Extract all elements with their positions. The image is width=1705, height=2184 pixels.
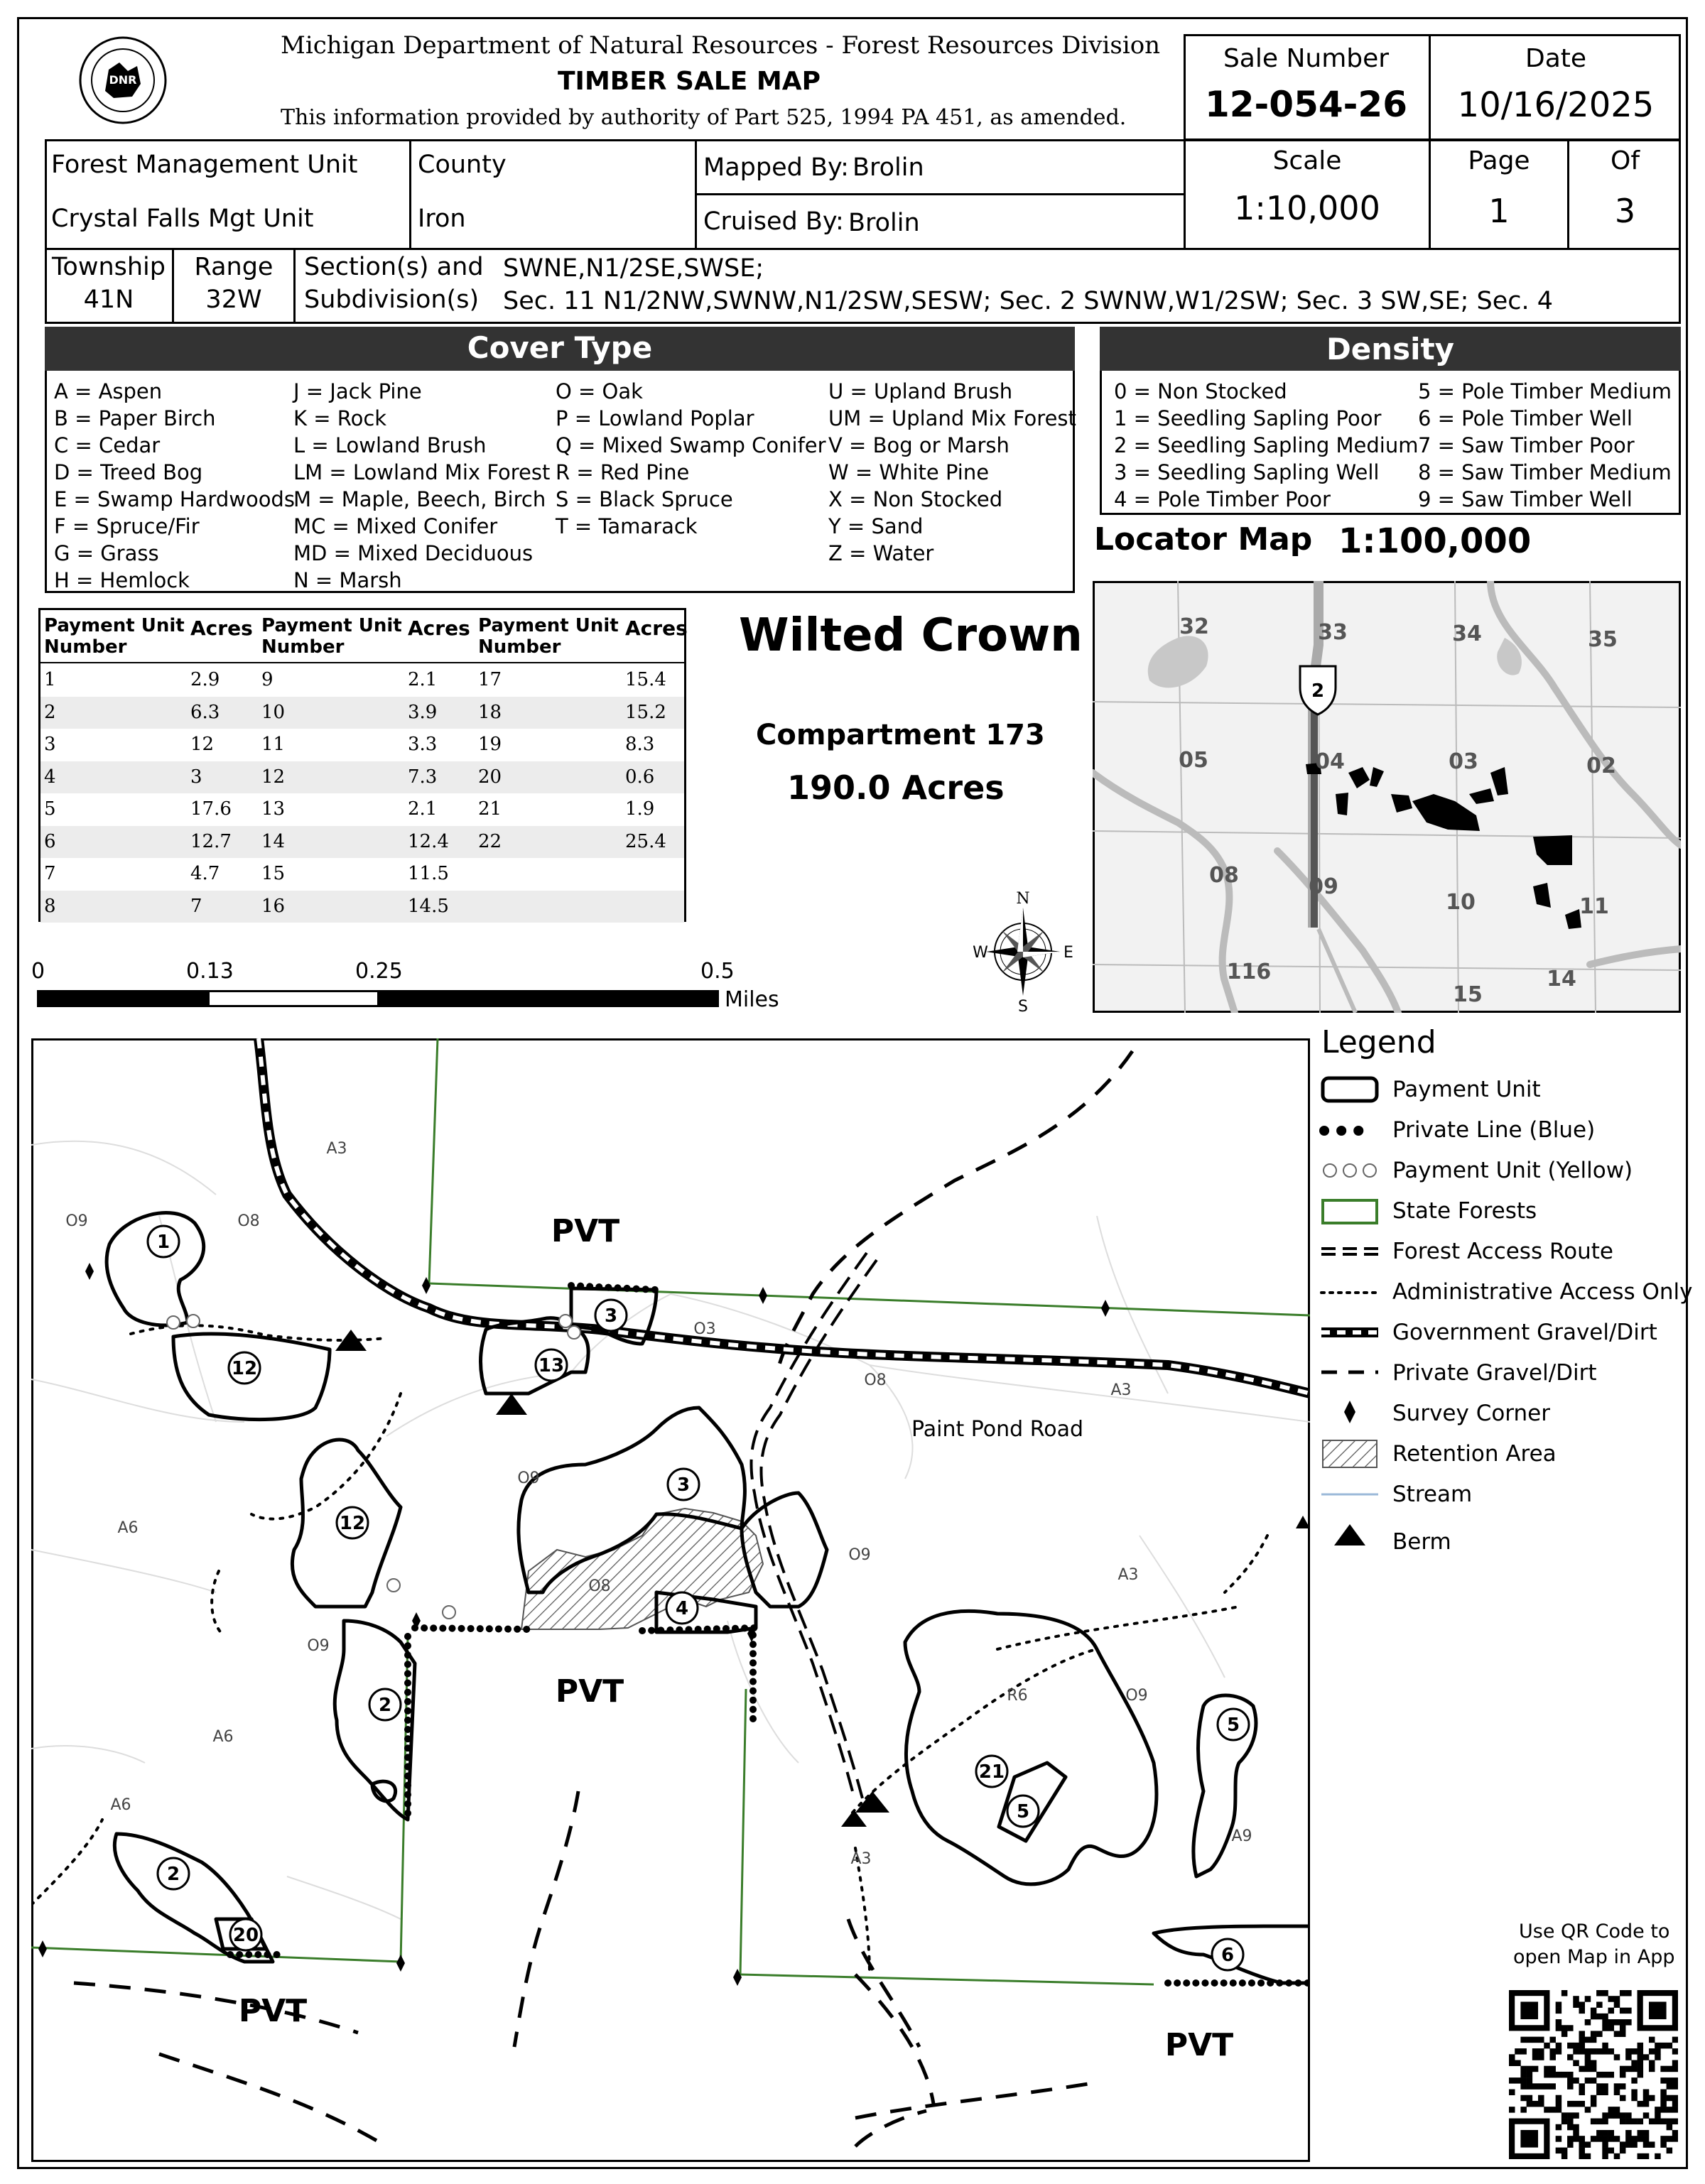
pu-number: 4 <box>44 766 56 788</box>
pu-acres: 25.4 <box>625 830 666 852</box>
svg-text:O9: O9 <box>1125 1687 1148 1705</box>
density-item: 7 = Saw Timber Poor <box>1418 433 1635 457</box>
pu-header-unit-1b: Payment Unit <box>261 615 402 636</box>
cover-type-item: N = Marsh <box>293 568 402 592</box>
svg-text:A3: A3 <box>850 1850 872 1868</box>
svg-text:DNR: DNR <box>109 73 137 87</box>
pu-header-unit-2: Number <box>44 636 127 658</box>
dnr-seal <box>70 34 176 126</box>
legend-item: Payment Unit <box>1392 1077 1541 1102</box>
pu-number: 16 <box>261 895 286 917</box>
svg-text:08: 08 <box>1209 863 1239 888</box>
svg-text:32: 32 <box>1179 614 1209 639</box>
svg-text:2: 2 <box>166 1864 180 1885</box>
legend-symbols <box>1319 1067 1382 1564</box>
svg-text:S: S <box>1018 998 1028 1014</box>
cover-type-item: Z = Water <box>828 541 934 565</box>
cover-type-item: A = Aspen <box>54 379 163 403</box>
svg-text:5: 5 <box>1016 1801 1030 1822</box>
svg-text:6: 6 <box>1220 1945 1235 1966</box>
township-value: 41N <box>83 286 134 314</box>
pu-acres: 4.7 <box>190 863 220 884</box>
svg-text:03: 03 <box>1449 749 1478 774</box>
svg-text:12: 12 <box>339 1513 366 1534</box>
legend-item: Private Line (Blue) <box>1392 1117 1596 1143</box>
svg-text:15: 15 <box>1453 982 1483 1007</box>
svg-text:R6: R6 <box>1007 1687 1028 1705</box>
scale-tick-1: 0.13 <box>186 959 234 984</box>
pu-number: 19 <box>478 734 502 755</box>
scale-tick-3: 0.5 <box>700 959 735 984</box>
timber-sale-map <box>31 1038 1310 2162</box>
locator-title: Locator Map <box>1094 521 1313 558</box>
sections-label-2: Subdivision(s) <box>304 286 480 314</box>
density-item: 4 = Pole Timber Poor <box>1114 487 1331 511</box>
pu-acres: 3.3 <box>408 734 438 755</box>
sections-line-2: Sec. 11 N1/2NW,SWNW,N1/2SW,SESW; Sec. 2 SWNW,W1/2SW; Sec. 3 SW,SE; Sec. 4 <box>503 287 1553 315</box>
pu-number: 9 <box>261 669 274 690</box>
sale-number: 12-054-26 <box>1204 84 1408 125</box>
legend-item: Stream <box>1392 1482 1473 1507</box>
pu-acres: 15.2 <box>625 701 666 723</box>
svg-text:O8: O8 <box>237 1212 260 1230</box>
sale-name: Wilted Crown <box>739 609 1083 662</box>
page-label: Page <box>1468 146 1530 175</box>
svg-text:14: 14 <box>1547 967 1576 992</box>
pu-acres: 17.6 <box>190 798 232 820</box>
cover-type-item: LM = Lowland Mix Forest <box>293 460 551 484</box>
pu-acres: 8.3 <box>625 734 655 755</box>
svg-text:11: 11 <box>1579 894 1609 919</box>
pu-header-acres: Acres <box>190 616 253 640</box>
sections-line-1: SWNE,N1/2SE,SWSE; <box>503 254 764 283</box>
compartment: Compartment 173 <box>756 719 1045 751</box>
svg-text:33: 33 <box>1318 620 1348 645</box>
fmu-value: Crystal Falls Mgt Unit <box>51 205 314 233</box>
pu-number: 15 <box>261 863 286 884</box>
pu-acres: 14.5 <box>408 895 449 917</box>
pu-number: 11 <box>261 734 286 755</box>
cover-type-item: X = Non Stocked <box>828 487 1003 511</box>
pu-header-unit-1c: Payment Unit <box>478 615 619 636</box>
svg-text:PVT: PVT <box>1164 2027 1234 2063</box>
legend-item: Administrative Access Only <box>1392 1279 1693 1305</box>
pu-header-unit-2c: Number <box>478 636 561 658</box>
cover-type-item: W = White Pine <box>828 460 990 484</box>
cover-type-item: C = Cedar <box>54 433 161 457</box>
svg-text:A6: A6 <box>117 1519 139 1537</box>
pu-number: 18 <box>478 701 502 723</box>
pu-acres: 12.4 <box>408 830 449 852</box>
scale-tick-0: 0 <box>31 959 45 984</box>
pu-header-unit-1: Payment Unit <box>44 615 185 636</box>
svg-text:13: 13 <box>538 1355 565 1376</box>
of-label: Of <box>1610 146 1640 175</box>
svg-text:3: 3 <box>676 1474 691 1496</box>
svg-text:4: 4 <box>675 1598 689 1619</box>
svg-text:21: 21 <box>978 1761 1005 1783</box>
density-item: 3 = Seedling Sapling Well <box>1114 460 1380 484</box>
scale-unit: Miles <box>725 987 779 1012</box>
pu-number: 1 <box>44 669 56 690</box>
svg-text:O8: O8 <box>588 1577 611 1595</box>
date-label: Date <box>1525 44 1587 73</box>
svg-text:Paint Pond Road: Paint Pond Road <box>911 1417 1084 1442</box>
svg-text:E: E <box>1063 944 1073 962</box>
cover-type-item: M = Maple, Beech, Birch <box>293 487 546 511</box>
range-value: 32W <box>205 286 262 314</box>
legend-item: Survey Corner <box>1392 1401 1550 1426</box>
svg-text:09: 09 <box>1309 874 1338 899</box>
pu-number: 3 <box>44 734 56 755</box>
sections-label-1: Section(s) and <box>304 253 484 281</box>
map-title: TIMBER SALE MAP <box>558 67 821 96</box>
cover-type-item: D = Treed Bog <box>54 460 203 484</box>
density-item: 1 = Seedling Sapling Poor <box>1114 406 1382 430</box>
svg-text:2: 2 <box>378 1695 392 1716</box>
density-item: 9 = Saw Timber Well <box>1418 487 1633 511</box>
cover-type-item: L = Lowland Brush <box>293 433 487 457</box>
svg-text:2: 2 <box>1311 680 1325 702</box>
pu-number: 6 <box>44 830 56 852</box>
legend-item: Berm <box>1392 1529 1451 1555</box>
scale-bar <box>37 990 719 1007</box>
pu-acres: 11.5 <box>408 863 449 884</box>
svg-text:O9: O9 <box>848 1546 871 1564</box>
svg-text:A9: A9 <box>1231 1827 1252 1845</box>
pu-acres: 1.9 <box>625 798 655 820</box>
county-value: Iron <box>418 205 466 233</box>
compass-rose <box>973 886 1073 1014</box>
cover-type-title: Cover Type <box>45 327 1075 371</box>
density-item: 0 = Non Stocked <box>1114 379 1287 403</box>
svg-text:1: 1 <box>156 1232 170 1253</box>
svg-text:O9: O9 <box>517 1469 540 1487</box>
svg-text:02: 02 <box>1586 754 1616 778</box>
svg-text:116: 116 <box>1226 960 1272 984</box>
legend-item: Forest Access Route <box>1392 1239 1613 1264</box>
range-label: Range <box>194 253 274 281</box>
pu-number: 21 <box>478 798 502 820</box>
pu-header-unit-2b: Number <box>261 636 345 658</box>
pu-acres: 2.1 <box>408 669 438 690</box>
page-value: 1 <box>1488 192 1510 230</box>
cover-type-item: V = Bog or Marsh <box>828 433 1010 457</box>
pu-acres: 3.9 <box>408 701 438 723</box>
qr-caption-2: open Map in App <box>1513 1946 1675 1968</box>
qr-code[interactable] <box>1509 1990 1678 2159</box>
cover-type-item: Q = Mixed Swamp Conifer <box>556 433 826 457</box>
locator-scale: 1:100,000 <box>1338 521 1532 561</box>
agency-title: Michigan Department of Natural Resources - Forest Resources Division <box>281 31 1161 60</box>
pu-number: 8 <box>44 895 56 917</box>
cover-type-item: F = Spruce/Fir <box>54 514 200 538</box>
scale-label: Scale <box>1272 146 1342 175</box>
svg-text:PVT: PVT <box>551 1213 620 1249</box>
density-item: 8 = Saw Timber Medium <box>1418 460 1672 484</box>
locator-map <box>1093 581 1681 1013</box>
svg-text:05: 05 <box>1179 748 1208 773</box>
pu-number: 14 <box>261 830 286 852</box>
cover-type-item: O = Oak <box>556 379 643 403</box>
svg-text:W: W <box>973 944 988 962</box>
cover-type-item: E = Swamp Hardwoods <box>54 487 295 511</box>
svg-text:O3: O3 <box>693 1320 716 1338</box>
svg-text:A3: A3 <box>1110 1381 1132 1399</box>
pu-number: 20 <box>478 766 502 788</box>
legend-item: Payment Unit (Yellow) <box>1392 1158 1633 1183</box>
svg-text:A3: A3 <box>326 1140 347 1158</box>
cover-type-item: J = Jack Pine <box>293 379 422 403</box>
pu-acres: 7.3 <box>408 766 438 788</box>
pu-number: 22 <box>478 830 502 852</box>
pu-number: 2 <box>44 701 56 723</box>
township-label: Township <box>51 253 166 281</box>
fmu-label: Forest Management Unit <box>51 151 358 179</box>
pu-acres: 0.6 <box>625 766 655 788</box>
pu-number: 13 <box>261 798 286 820</box>
svg-text:PVT: PVT <box>555 1673 624 1710</box>
county-label: County <box>418 151 507 179</box>
pu-acres: 15.4 <box>625 669 666 690</box>
svg-text:O9: O9 <box>307 1637 330 1655</box>
cover-type-item: K = Rock <box>293 406 387 430</box>
svg-text:12: 12 <box>231 1358 258 1379</box>
qr-caption-1: Use QR Code to <box>1519 1920 1670 1943</box>
scale-tick-2: 0.25 <box>355 959 403 984</box>
pu-number: 12 <box>261 766 286 788</box>
pu-number: 10 <box>261 701 286 723</box>
svg-text:A6: A6 <box>212 1728 234 1746</box>
cover-type-item: U = Upland Brush <box>828 379 1013 403</box>
density-title: Density <box>1100 327 1681 371</box>
svg-text:20: 20 <box>232 1925 259 1946</box>
svg-text:5: 5 <box>1226 1715 1240 1736</box>
pu-number: 5 <box>44 798 56 820</box>
mapped-by: Brolin <box>852 153 924 182</box>
svg-text:A6: A6 <box>110 1796 131 1814</box>
density-item: 5 = Pole Timber Medium <box>1418 379 1672 403</box>
pu-header-acres-c: Acres <box>625 616 688 640</box>
cover-type-item: MC = Mixed Conifer <box>293 514 498 538</box>
scale-value: 1:10,000 <box>1234 189 1380 227</box>
svg-text:A3: A3 <box>1117 1566 1139 1584</box>
legend-item: State Forests <box>1392 1198 1537 1224</box>
density-item: 2 = Seedling Sapling Medium <box>1114 433 1419 457</box>
pu-acres: 2.1 <box>408 798 438 820</box>
cruised-by: Brolin <box>848 209 920 237</box>
cover-type-item: T = Tamarack <box>556 514 698 538</box>
sale-number-label: Sale Number <box>1223 44 1390 73</box>
cover-type-item: G = Grass <box>54 541 159 565</box>
pu-number: 17 <box>478 669 502 690</box>
cover-type-item: UM = Upland Mix Forest <box>828 406 1076 430</box>
svg-text:N: N <box>1016 890 1030 908</box>
cover-type-item: Y = Sand <box>828 514 924 538</box>
of-value: 3 <box>1614 192 1636 230</box>
authority-text: This information provided by authority of Part 525, 1994 PA 451, as amended. <box>281 105 1127 130</box>
cover-type-item: H = Hemlock <box>54 568 190 592</box>
svg-text:PVT: PVT <box>238 1993 308 2029</box>
cover-type-item: S = Black Spruce <box>556 487 733 511</box>
sale-acres: 190.0 Acres <box>787 768 1005 807</box>
cover-type-item: MD = Mixed Deciduous <box>293 541 534 565</box>
svg-text:3: 3 <box>604 1305 618 1327</box>
pu-header-acres-b: Acres <box>408 616 470 640</box>
cover-type-item: B = Paper Birch <box>54 406 216 430</box>
density-item: 6 = Pole Timber Well <box>1418 406 1633 430</box>
svg-text:O9: O9 <box>65 1212 88 1230</box>
pu-acres: 3 <box>190 766 202 788</box>
legend-item: Retention Area <box>1392 1441 1557 1467</box>
legend-item: Private Gravel/Dirt <box>1392 1360 1597 1386</box>
svg-text:35: 35 <box>1588 627 1618 652</box>
legend-item: Government Gravel/Dirt <box>1392 1320 1657 1345</box>
cover-type-item: R = Red Pine <box>556 460 690 484</box>
cover-type-item: P = Lowland Poplar <box>556 406 754 430</box>
cruised-by-label: Cruised By: <box>703 207 844 236</box>
pu-acres: 6.3 <box>190 701 220 723</box>
legend-title: Legend <box>1321 1024 1436 1060</box>
date-value: 10/16/2025 <box>1457 85 1655 125</box>
svg-text:34: 34 <box>1452 621 1482 646</box>
pu-acres: 12.7 <box>190 830 232 852</box>
mapped-by-label: Mapped By: <box>703 153 849 182</box>
pu-acres: 7 <box>190 895 202 917</box>
pu-acres: 12 <box>190 734 215 755</box>
pu-acres: 2.9 <box>190 669 220 690</box>
svg-text:10: 10 <box>1446 890 1476 915</box>
pu-number: 7 <box>44 863 56 884</box>
svg-text:04: 04 <box>1315 749 1345 774</box>
svg-text:O8: O8 <box>864 1371 887 1389</box>
